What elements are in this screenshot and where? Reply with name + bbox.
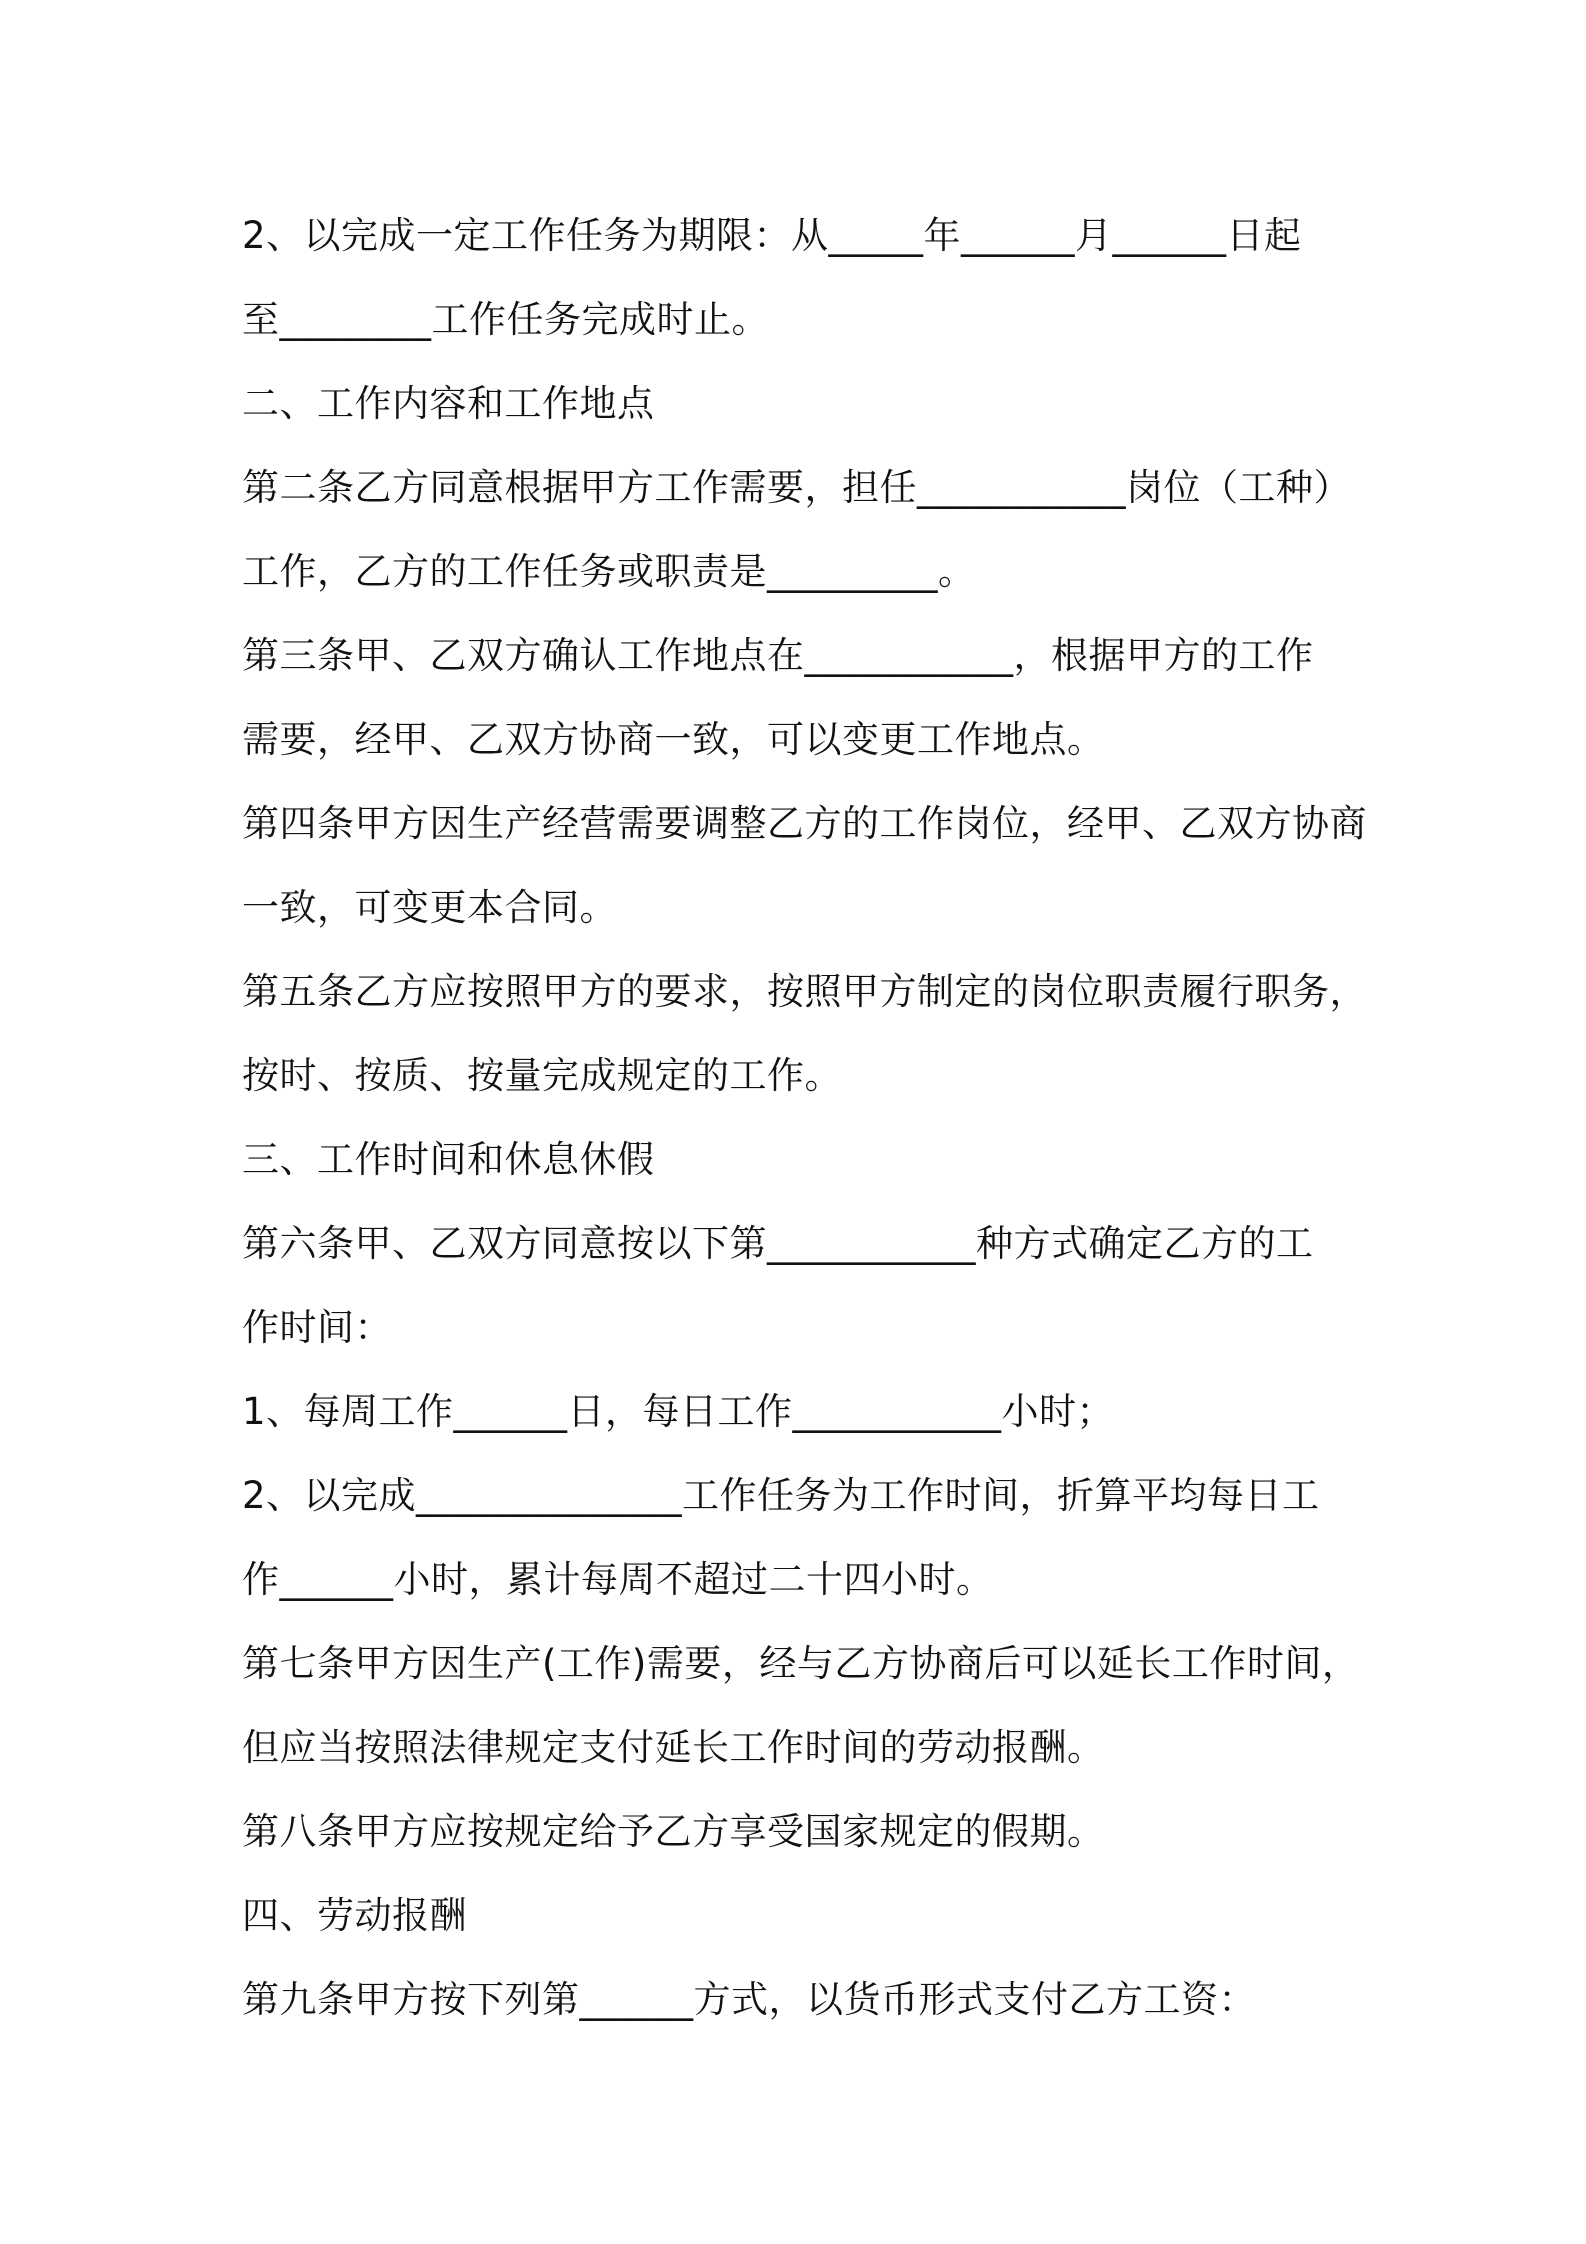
section-heading: 三、工作时间和休息休假 [242, 1138, 655, 1181]
section-heading: 四、劳动报酬 [242, 1894, 467, 1937]
text-line: 作______小时，累计每周不超过二十四小时。 [242, 1558, 994, 1601]
text-line: 工作，乙方的工作任务或职责是_________。 [242, 550, 976, 593]
text-line: 至________工作任务完成时止。 [242, 298, 769, 341]
text-line: 第六条甲、乙双方同意按以下第___________种方式确定乙方的工 [242, 1222, 1314, 1265]
text-line: 第四条甲方因生产经营需要调整乙方的工作岗位，经甲、乙双方协商 [242, 802, 1367, 845]
text-line: 第七条甲方因生产(工作)需要，经与乙方协商后可以延长工作时间， [242, 1642, 1360, 1685]
text-line: 按时、按质、按量完成规定的工作。 [242, 1054, 842, 1097]
text-line: 第九条甲方按下列第______方式，以货币形式支付乙方工资： [242, 1978, 1256, 2021]
document-body [242, 194, 1367, 2042]
text-line: 需要，经甲、乙双方协商一致，可以变更工作地点。 [242, 718, 1105, 761]
text-line: 一致，可变更本合同。 [242, 886, 617, 929]
text-line: 1、每周工作______日，每日工作___________小时； [242, 1390, 1115, 1433]
text-line: 但应当按照法律规定支付延长工作时间的劳动报酬。 [242, 1726, 1105, 1769]
text-line: 2、以完成一定工作任务为期限：从_____年______月______日起 [242, 214, 1302, 257]
text-line: 作时间： [242, 1306, 392, 1349]
text-line: 2、以完成______________工作任务为工作时间，折算平均每日工 [242, 1474, 1320, 1517]
text-line: 第八条甲方应按规定给予乙方享受国家规定的假期。 [242, 1810, 1105, 1853]
text-line: 第五条乙方应按照甲方的要求，按照甲方制定的岗位职责履行职务， [242, 970, 1367, 1013]
text-line: 第三条甲、乙双方确认工作地点在___________，根据甲方的工作 [242, 634, 1314, 677]
text-line: 第二条乙方同意根据甲方工作需要，担任___________岗位（工种） [242, 466, 1351, 509]
section-heading: 二、工作内容和工作地点 [242, 382, 655, 425]
